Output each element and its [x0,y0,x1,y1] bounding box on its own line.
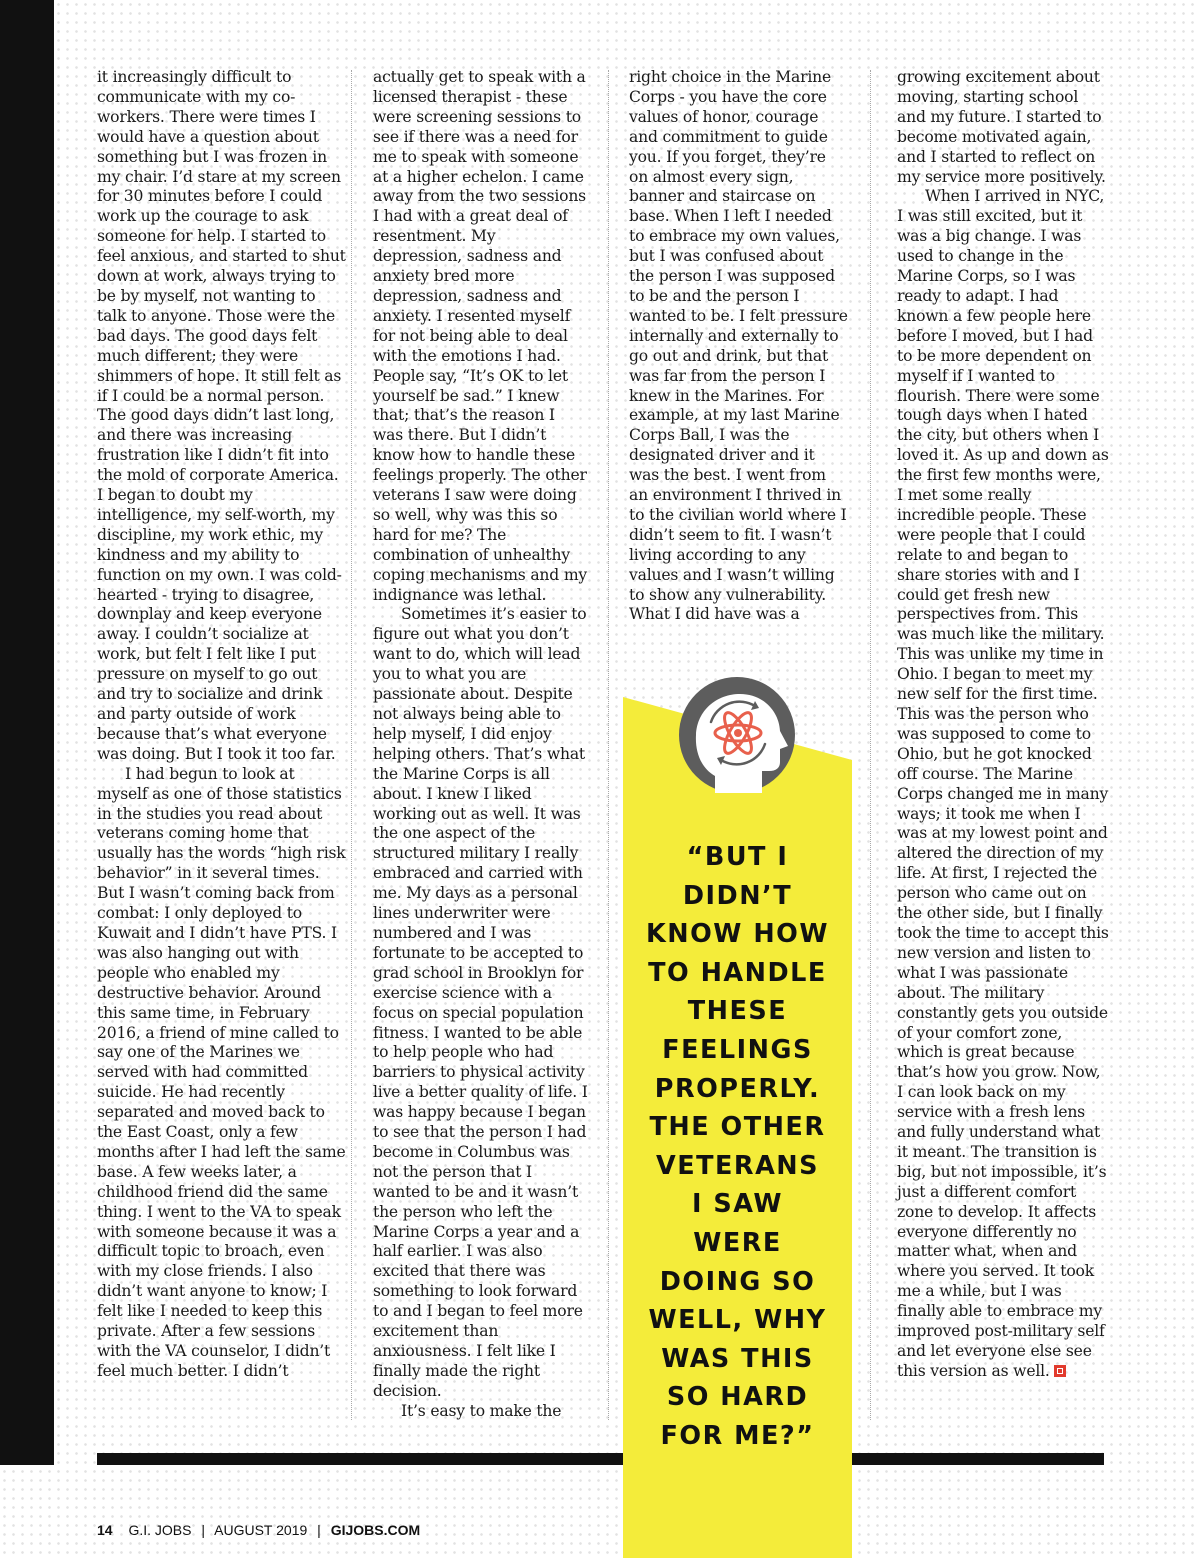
pull-quote-line: I SAW [692,1189,783,1220]
left-black-bar [0,0,54,1465]
article-column-1 [97,68,349,1382]
pull-quote-line: WELL, WHY [648,1305,827,1336]
pull-quote-callout [623,0,852,1558]
article-column-4 [897,68,1109,1382]
column-divider [351,70,352,1420]
pull-quote-line: DIDN’T [682,880,793,911]
website-link[interactable]: GIJOBS.COM [330,1522,421,1538]
end-of-story-icon [1054,1365,1066,1377]
footer-separator: | [317,1522,321,1538]
head-atom-icon [679,677,795,793]
column-divider [870,70,871,1420]
pull-quote-line: THE OTHER [649,1112,826,1143]
pull-quote-line: SO HARD [666,1382,809,1413]
column-divider [608,70,609,1420]
bottom-black-rule [97,1453,1104,1465]
paragraph: growing excitement about moving, starting school and my future. I started to become motivated again, and I started to reflect on my service more positively. [897,68,1106,186]
publication-name: G.I. JOBS [128,1522,192,1538]
paragraph: I had begun to look at myself as one of those statistics in the studies you read about veterans coming home that usually has the words “high risk behavior” in it several times. But I wasn’t coming back from combat: I only deployed to Kuwait and I didn’t have PTS. I was also hanging out with people who enabled my destructive behavior. Around this same time, in February 2016, a friend of mine called to say one of the Marines we served with had committed suicide. He had recently separated and moved back to the East Coast, only a few months after I had left the same base. A few weeks later, a childhood friend did the same thing. I went to the VA to speak with someone because it was a difficult topic to broach, even with my close friends. I also didn’t want anyone to know; I felt like I needed to keep this private. After a few sessions with the VA counselor, I didn’t feel much better. I didn’t [97,764,346,1380]
paragraph-text: When I arrived in NYC, I was still excited, but it was a big change. I was used to change in the Marine Corps, so I was ready to adapt. I had known a few people here before I moved, but I had to be more dependent on myself if I wanted to flourish. There were some tough days when I hated the city, but others when I loved it. As up and down as the first few months were, I met some really incredible people. These were people that I could relate to and began to share stories with and I could get fresh new perspectives from. This was much like the military. This was unlike my time in Ohio. I began to meet my new self for the first time. This was the person who was supposed to come to Ohio, but he got knocked off course. The Marine Corps changed me in many ways; it took me when I was at my lowest point and altered the direction of my life. At first, I rejected the person who came out on the other side, but I finally took the time to accept this new version and listen to what I was passionate about. The military constantly gets you outside of your comfort zone, which is great because that’s how you grow. Now, I can look back on my service with a fresh lens and fully understand what it meant. The transition is big, but not impossible, it’s just a different comfort zone to develop. It affects everyone differently no matter what, when and where you served. It took me a while, but I was finally able to embrace my improved post-military self and let everyone else see this version as well. [897,187,1109,1380]
pull-quote-line: WERE [693,1227,782,1258]
paragraph: Sometimes it’s easier to figure out what you don’t want to do, which will lead you to what you are passionate about. Despite not always being able to help myself, I did enjoy helping others. That’s what the Marine Corps is all about. I knew I liked working out as well. It was the one aspect of the structured military I really embraced and carried with me. My days as a personal lines underwriter were numbered and I was fortunate to be accepted to grad school in Brooklyn for exercise science with a focus on special population fitness. I wanted to be able to help people who had barriers to physical activity live a better quality of life. I was happy because I began to see that the person I had become in Columbus was not the person that I wanted to be and it wasn’t the person who left the Marine Corps a year and a half earlier. I was also excited that there was something to look forward to and I began to feel more excitement than anxiousness. I felt like I finally made the right decision. [373,605,588,1400]
paragraph: actually get to speak with a licensed therapist - these were screening sessions to see if there was a need for me to speak with someone at a higher echelon. I came away from the two sessions I had with a great deal of resentment. My depression, sadness and anxiety bred more depression, sadness and anxiety. I resented myself for not being able to deal with the emotions I had. People say, “It’s OK to let yourself be sad.” I knew that; that’s the reason I was there. But I didn’t know how to handle these feelings properly. The other veterans I saw were doing so well, why was this so hard for me? The combination of unhealthy coping mechanisms and my indignance was lethal. [373,68,588,604]
pull-quote-line: KNOW HOW [646,919,829,950]
footer-separator: | [201,1522,206,1538]
pull-quote [623,838,852,1456]
pull-quote-line: FEELINGS [662,1034,813,1065]
pull-quote-line: TO HANDLE [648,957,827,988]
pull-quote-line: WAS THIS [661,1343,814,1374]
article-column-2 [373,68,588,1422]
paragraph: It’s easy to make the [401,1401,562,1420]
pull-quote-line: PROPERLY. [654,1073,821,1104]
pull-quote-line: “BUT I [686,842,789,872]
page-number: 14 [97,1522,113,1538]
pull-quote-line: FOR ME?” [660,1420,815,1451]
pull-quote-line: VETERANS [655,1150,820,1181]
pull-quote-line: DOING SO [659,1266,816,1297]
paragraph [897,187,1109,1381]
pull-quote-line: THESE [687,996,788,1027]
paragraph: it increasingly difficult to communicate with my co-workers. There were times I would have a question about something but I was frozen in my chair. I’d stare at my screen for 30 minutes before I could work up the courage to ask someone for help. I started to feel anxious, and started to shut down at work, always trying to be by myself, not wanting to talk to anyone. Those were the bad days. The good days felt much different; they were shimmers of hope. It still felt as if I could be a normal person. The good days didn’t last long, and there was increasing frustration like I didn’t fit into the mold of corporate America. I began to doubt my intelligence, my self-worth, my discipline, my work ethic, my kindness and my ability to function on my own. I was cold-hearted - trying to disagree, downplay and keep everyone away. I couldn’t socialize at work, but felt I felt like I put pressure on myself to go out and try to socialize and drink and party outside of work because that’s what everyone was doing. But I took it too far. [97,68,346,763]
issue-date: AUGUST 2019 [214,1522,308,1538]
page-footer [97,1522,420,1538]
paragraph: right choice in the Marine Corps - you have the core values of honor, courage and commitment to guide you. If you forget, they’re on almost every sign, banner and staircase on base. When I left I needed to embrace my own values, but I was confused about the person I was supposed to be and the person I wanted to be. I felt pressure internally and externally to go out and drink, but that was far from the person I knew in the Marines. For example, at my last Marine Corps Ball, I was the designated driver and it was the best. I went from an environment I thrived in to the civilian world where I didn’t seem to fit. I wasn’t living according to any values and I wasn’t willing to show any vulnerability. What I did have was a [629,68,848,624]
